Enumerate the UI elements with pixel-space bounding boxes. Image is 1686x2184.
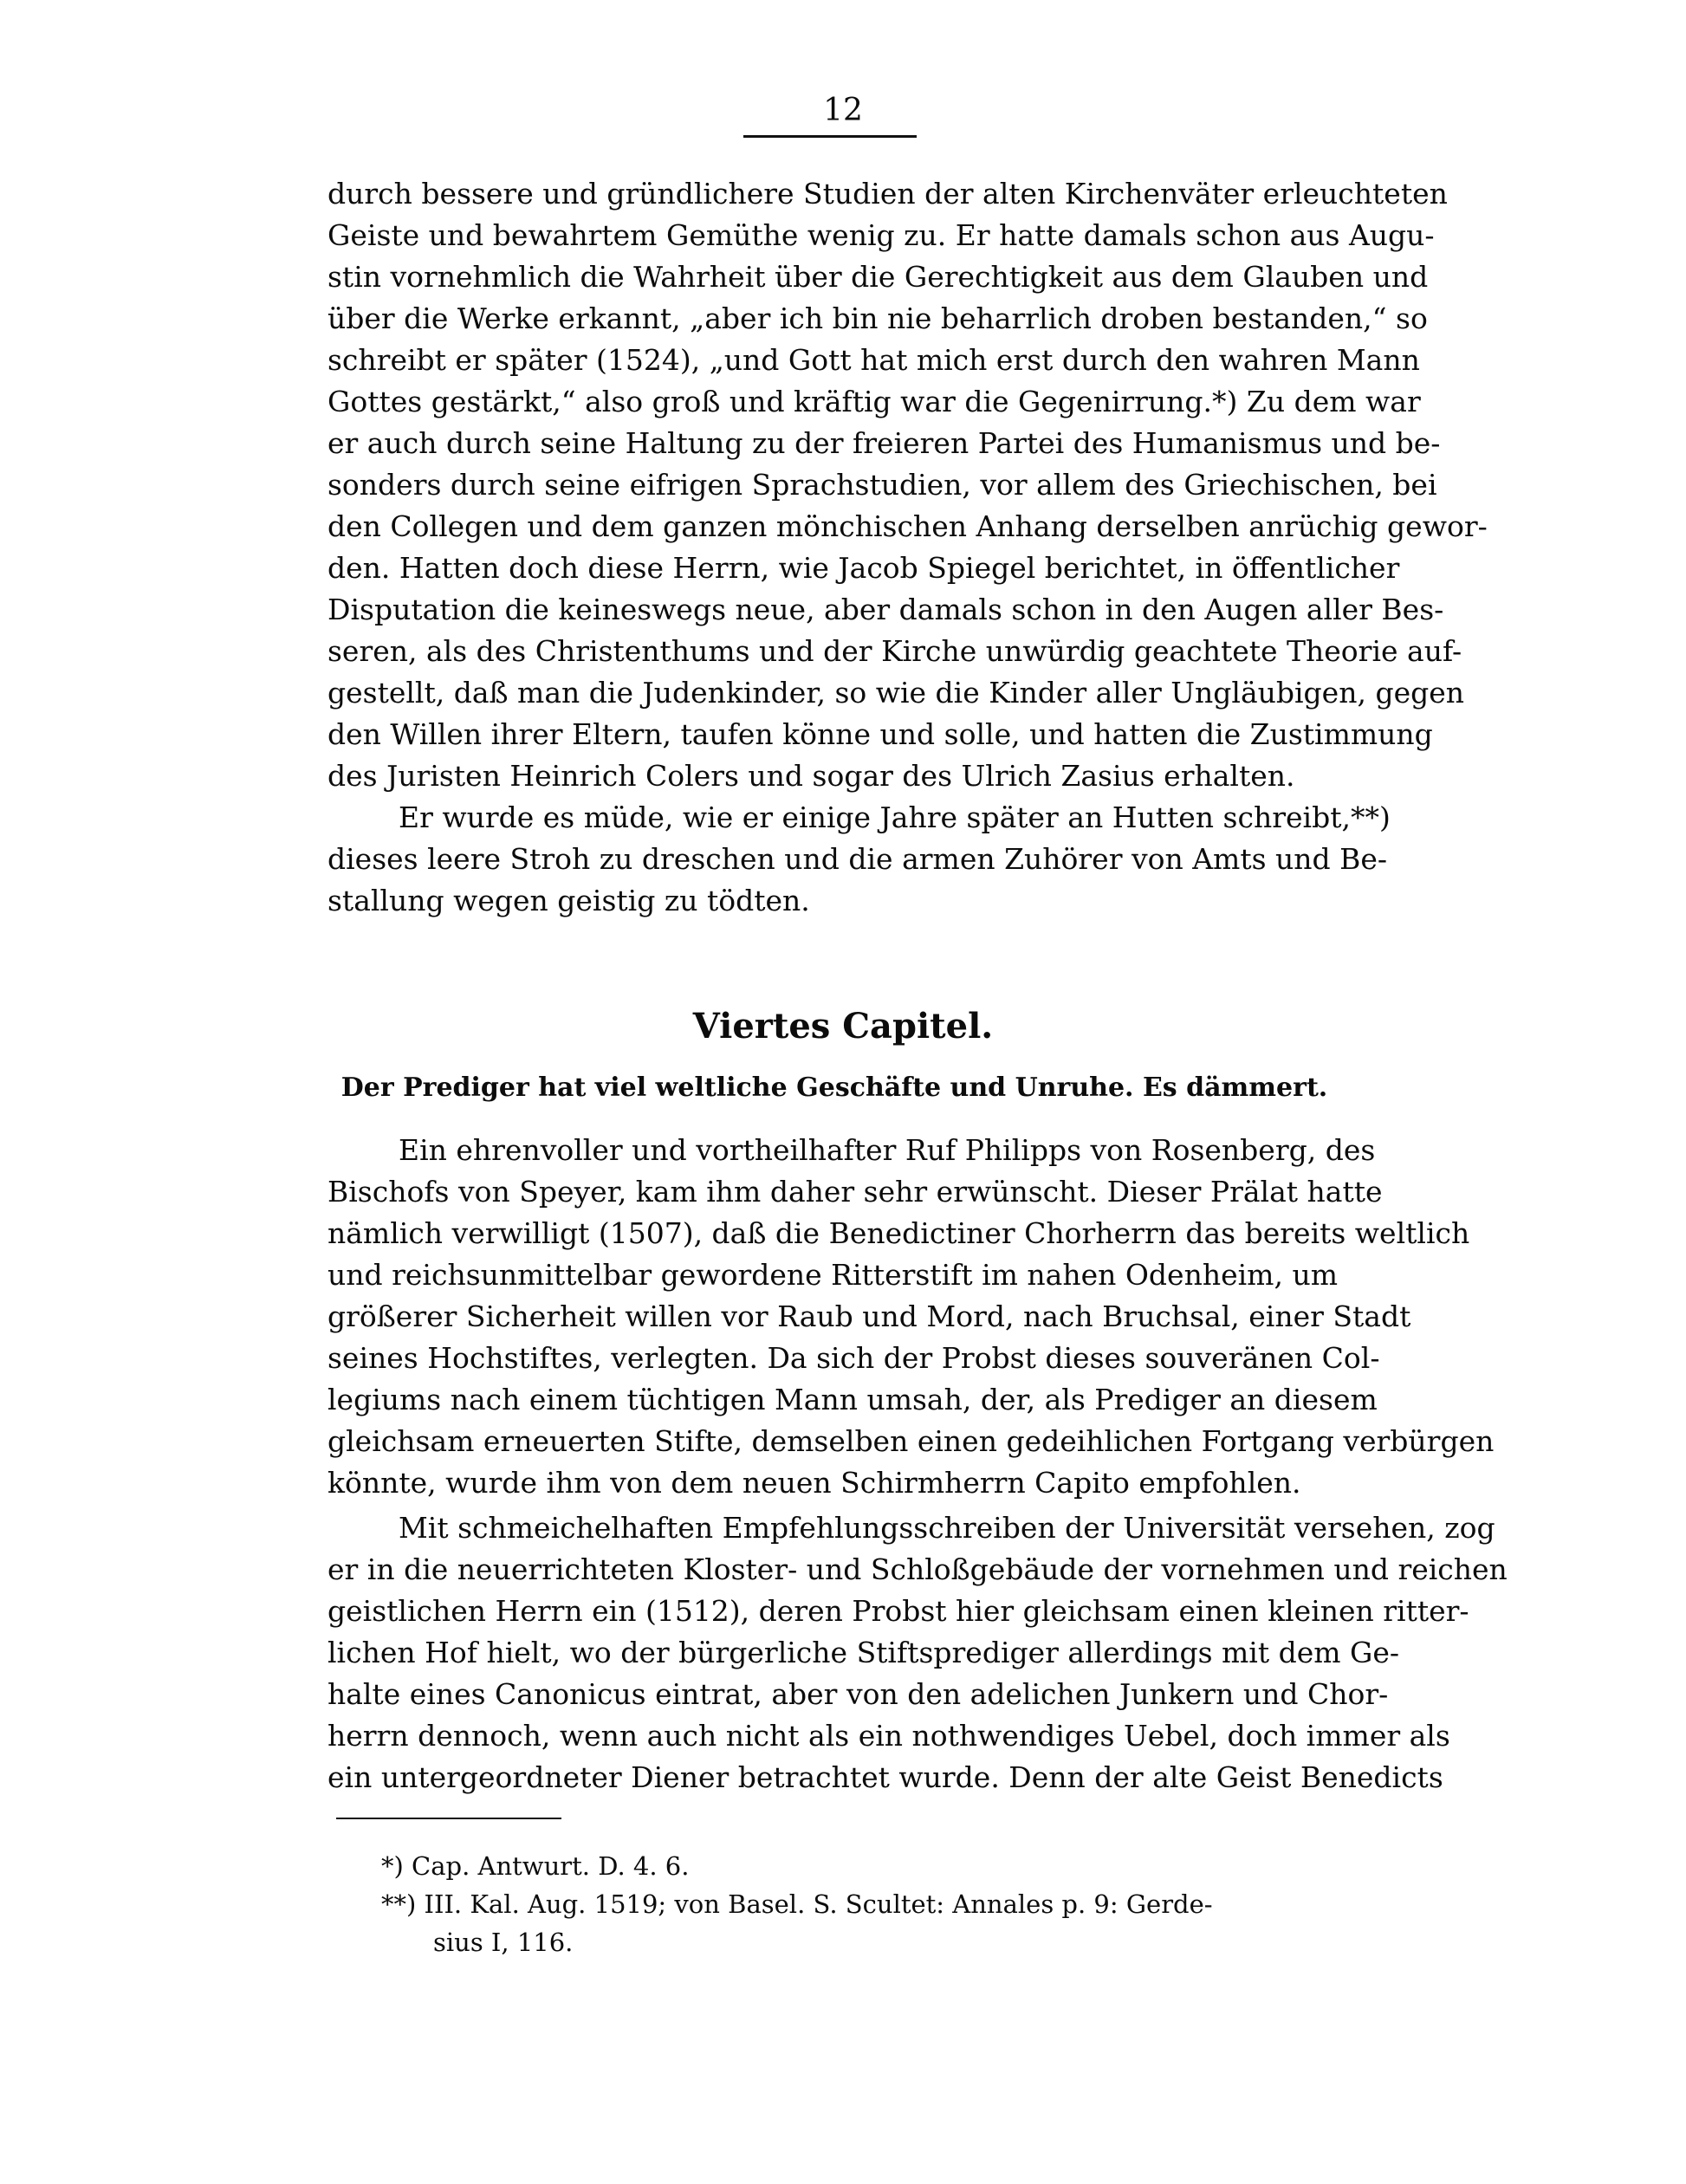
text-line: seren, als des Christenthums und der Kirche unwürdig geachtete Theorie auf- — [327, 634, 1462, 668]
footnote-rule — [336, 1818, 561, 1819]
paragraph-3 — [327, 1130, 1495, 1504]
text-line: geistlichen Herrn ein (1512), deren Probst hier gleichsam einen kleinen ritter- — [327, 1594, 1469, 1628]
text-line: er in die neuerrichteten Kloster- und Schloßgebäude der vornehmen und reichen — [327, 1552, 1508, 1586]
text-line: seines Hochstiftes, verlegten. Da sich der Probst dieses souveränen Col- — [327, 1341, 1380, 1375]
text-line: Disputation die keineswegs neue, aber damals schon in den Augen aller Bes- — [327, 593, 1444, 626]
text-line: gleichsam erneuerten Stifte, demselben einen gedeihlichen Fortgang verbürgen — [327, 1424, 1495, 1458]
text-line: stin vornehmlich die Wahrheit über die Gerechtigkeit aus dem Glauben und — [327, 260, 1429, 294]
text-line: nämlich verwilligt (1507), daß die Benedictiner Chorherrn das bereits weltlich — [327, 1216, 1470, 1250]
text-line: lichen Hof hielt, wo der bürgerliche Stiftsprediger allerdings mit dem Ge- — [327, 1636, 1400, 1669]
text-line: und reichsunmittelbar gewordene Ritterstift im nahen Odenheim, um — [327, 1258, 1338, 1292]
page-number-rule — [743, 135, 917, 138]
text-line: Er wurde es müde, wie er einige Jahre später an Hutten schreibt,**) — [399, 800, 1391, 834]
text-line: schreibt er später (1524), „und Gott hat mich erst durch den wahren Mann — [327, 343, 1420, 377]
text-line: gestellt, daß man die Judenkinder, so wie die Kinder aller Ungläubigen, gegen — [327, 676, 1465, 710]
text-line: dieses leere Stroh zu dreschen und die armen Zuhörer von Amts und Be- — [327, 842, 1388, 876]
page-number: 12 — [823, 93, 863, 128]
footnote-2-continued: sius I, 116. — [433, 1928, 574, 1957]
chapter-subtitle: Der Prediger hat viel weltliche Geschäfte und Unruhe. Es dämmert. — [340, 1073, 1328, 1103]
text-line: über die Werke erkannt, „aber ich bin nie beharrlich droben bestanden,“ so — [327, 301, 1428, 335]
text-line: Mit schmeichelhaften Empfehlungsschreiben der Universität versehen, zog — [399, 1511, 1495, 1545]
paragraph-4 — [327, 1507, 1508, 1798]
text-line: halte eines Canonicus eintrat, aber von den adelichen Junkern und Chor- — [327, 1677, 1389, 1711]
text-line: Ein ehrenvoller und vortheilhafter Ruf Philipps von Rosenberg, des — [399, 1133, 1376, 1167]
text-line: sonders durch seine eifrigen Sprachstudien, vor allem des Griechischen, bei — [327, 468, 1437, 502]
text-line: legiums nach einem tüchtigen Mann umsah, der, als Prediger an diesem — [327, 1383, 1378, 1416]
text-line: Gottes gestärkt,“ also groß und kräftig war die Gegenirrung.*) Zu dem war — [327, 385, 1421, 418]
text-line: den Collegen und dem ganzen mönchischen Anhang derselben anrüchig gewor- — [327, 509, 1488, 543]
chapter-title: Viertes Capitel. — [692, 1006, 994, 1047]
text-line: herrn dennoch, wenn auch nicht als ein nothwendiges Uebel, doch immer als — [327, 1719, 1450, 1753]
text-line: Geiste und bewahrtem Gemüthe wenig zu. Er hatte damals schon aus Augu- — [327, 218, 1435, 252]
paragraph-2 — [327, 797, 1391, 922]
text-line: den. Hatten doch diese Herrn, wie Jacob Spiegel berichtet, in öffentlicher — [327, 551, 1400, 585]
footnote-2: **) III. Kal. Aug. 1519; von Basel. S. Scultet: Annales p. 9: Gerde- — [381, 1889, 1213, 1919]
paragraph-1 — [327, 173, 1488, 797]
text-line: größerer Sicherheit willen vor Raub und Mord, nach Bruchsal, einer Stadt — [327, 1299, 1411, 1333]
text-line: Bischofs von Speyer, kam ihm daher sehr erwünscht. Dieser Prälat hatte — [327, 1175, 1383, 1209]
text-line: er auch durch seine Haltung zu der freieren Partei des Humanismus und be- — [327, 426, 1441, 460]
text-line: könnte, wurde ihm von dem neuen Schirmherrn Capito empfohlen. — [327, 1466, 1301, 1500]
text-line: stallung wegen geistig zu tödten. — [327, 884, 810, 917]
text-line: den Willen ihrer Eltern, taufen könne und solle, und hatten die Zustimmung — [327, 717, 1433, 751]
text-line: des Juristen Heinrich Colers und sogar des Ulrich Zasius erhalten. — [327, 759, 1295, 793]
text-line: ein untergeordneter Diener betrachtet wurde. Denn der alte Geist Benedicts — [327, 1760, 1443, 1794]
footnotes — [381, 1847, 1334, 1961]
text-line: durch bessere und gründlichere Studien der alten Kirchenväter erleuchteten — [327, 177, 1448, 211]
footnote-1: *) Cap. Antwurt. D. 4. 6. — [381, 1851, 690, 1881]
